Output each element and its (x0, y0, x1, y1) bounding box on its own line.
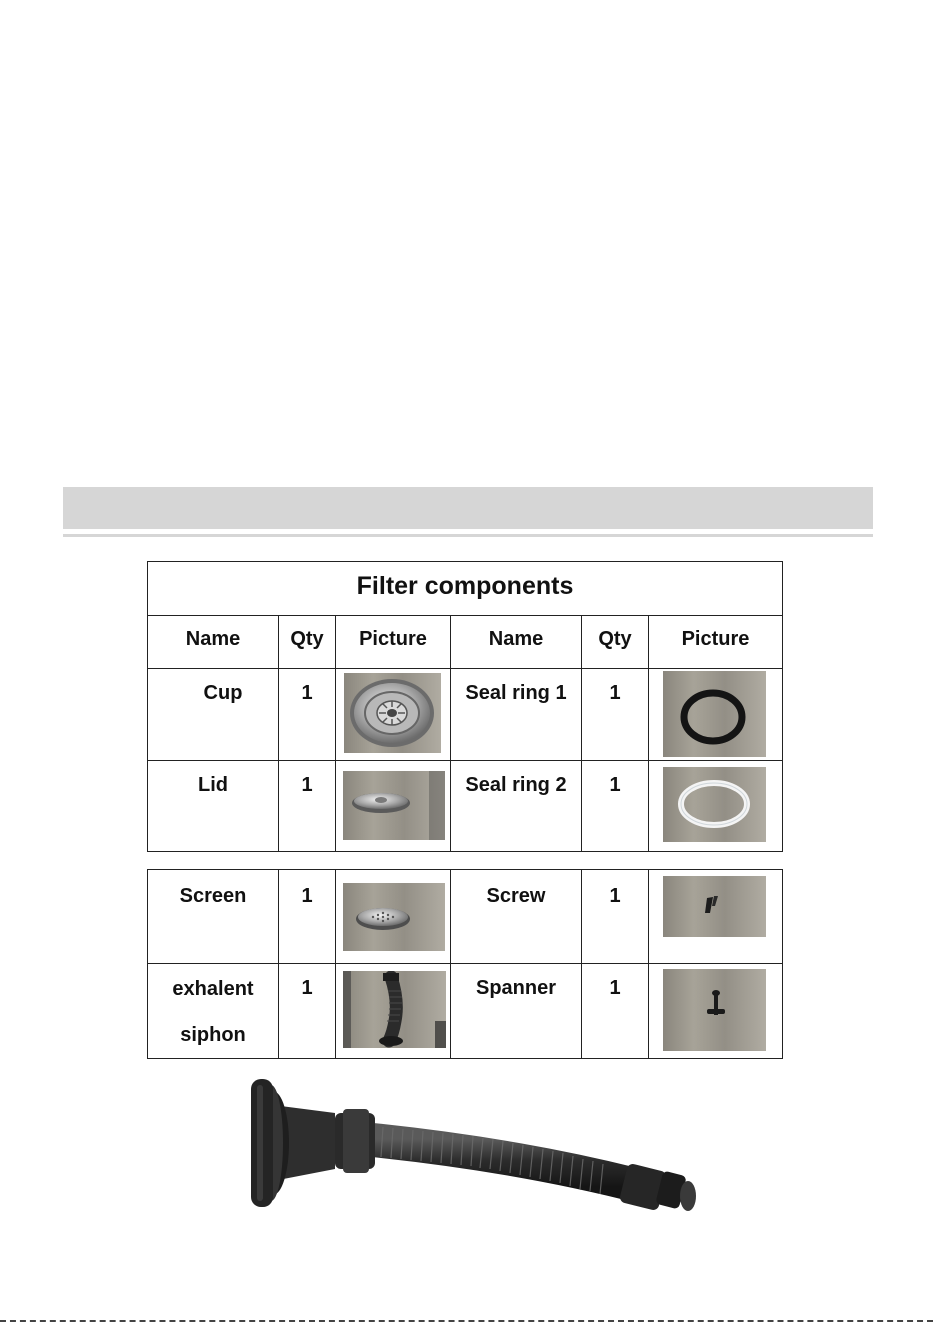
table-row (148, 870, 783, 964)
section-divider (63, 534, 873, 537)
item-name: Seal ring 1 (451, 669, 582, 761)
exhalent-siphon-photo (243, 1075, 703, 1235)
page-bottom-rule (0, 1320, 933, 1322)
item-name: Screen (148, 870, 279, 964)
item-qty: 1 (582, 964, 649, 1059)
item-name-line-2: siphon (180, 1024, 246, 1046)
screw-picture (649, 870, 783, 964)
filter-components-table (147, 561, 783, 852)
item-qty: 1 (279, 964, 336, 1059)
filter-components-table-continued (147, 869, 783, 1059)
item-qty: 1 (582, 669, 649, 761)
seal-ring-1-picture (649, 669, 783, 761)
table-row (148, 964, 783, 1059)
item-qty: 1 (279, 761, 336, 852)
item-qty: 1 (279, 669, 336, 761)
header-picture: Picture (649, 616, 783, 669)
item-name: Lid (148, 761, 279, 852)
item-qty: 1 (582, 761, 649, 852)
item-name: Cup (148, 669, 279, 761)
spanner-picture (649, 964, 783, 1059)
item-name-line-1: exhalent (172, 978, 254, 1000)
item-qty: 1 (279, 870, 336, 964)
item-name-cell (148, 964, 279, 1059)
cup-picture (336, 669, 451, 761)
section-header-bar (63, 487, 873, 529)
item-name: Seal ring 2 (451, 761, 582, 852)
header-qty: Qty (582, 616, 649, 669)
item-name: Spanner (451, 964, 582, 1059)
table-row (148, 669, 783, 761)
lid-picture (336, 761, 451, 852)
header-picture: Picture (336, 616, 451, 669)
item-qty: 1 (582, 870, 649, 964)
header-name: Name (451, 616, 582, 669)
header-name: Name (148, 616, 279, 669)
screen-picture (336, 870, 451, 964)
seal-ring-2-picture (649, 761, 783, 852)
exhalent-siphon-picture (336, 964, 451, 1059)
table-title: Filter components (148, 562, 783, 616)
header-qty: Qty (279, 616, 336, 669)
table-row (148, 761, 783, 852)
item-name: Screw (451, 870, 582, 964)
